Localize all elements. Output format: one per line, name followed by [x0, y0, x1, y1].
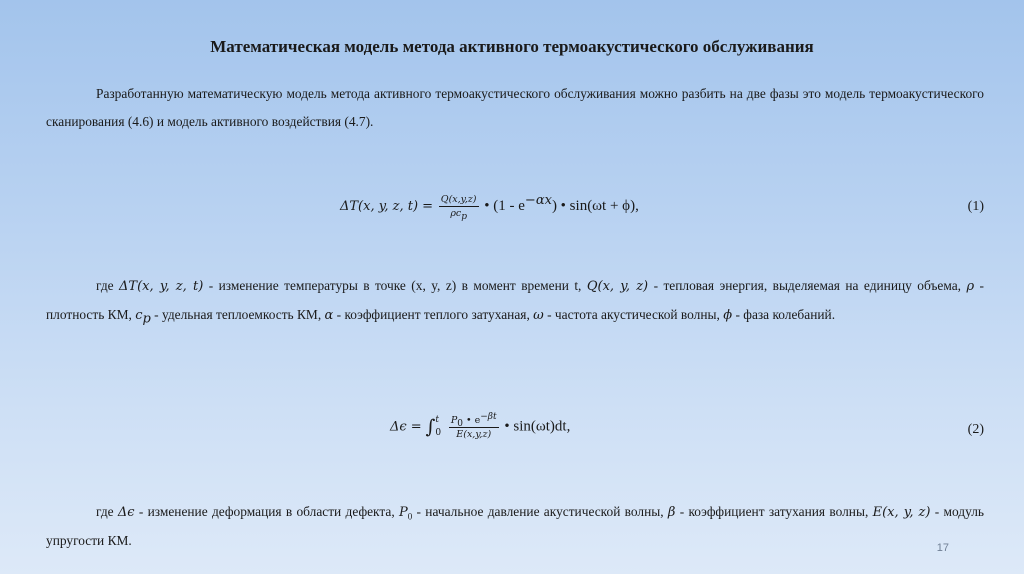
page-number: 17 [936, 542, 949, 554]
eq1-fraction [439, 194, 479, 222]
eq2-numerator: $P_0$ • $e^{-\beta t}$ [450, 411, 497, 429]
description-1: где ΔT(x, y, z, t) - изменение температуры в точке (x, y, z) в момент времени t, Q(x, y, z) - тепловая энергия, выделяемая на единицу объема, ρ - плотность КМ, $c_p$ - удельная теплоемкость КМ, α - коэффициент теплого затуханая, ω - частота акустической волны, ϕ - фаза колебаний. [46, 278, 984, 327]
intro-text: Разработанную математическую модель метода активного термоакустического обслуживания можно разбить на две фазы это модель термоакустического сканирования (4.6) и модель активного воздействия (4.7). [46, 86, 984, 129]
eq1-lhs: ΔT(x, y, z, t) = [340, 198, 434, 214]
eq1-denominator: $\rho c_p$ [450, 208, 467, 222]
eq2-denominator: E(x,y,z) [456, 428, 492, 440]
integral-limits: t 0 [435, 415, 442, 438]
eq1-middle: • (1 - e [484, 197, 525, 214]
equation-2-number: (2) [967, 422, 984, 437]
eq1-rhs: ) • sin(ωt + ϕ), [551, 197, 639, 214]
equation-1-number: (1) [967, 199, 984, 214]
integral-sign: ∫ [425, 416, 436, 438]
eq2-fraction [449, 411, 499, 440]
eq2-lhs: Δϵ = [390, 419, 422, 435]
eq2-rhs: • sin(ωt)dt, [504, 418, 571, 435]
eq1-numerator: Q(x,y,z) [440, 194, 477, 205]
intro-paragraph [46, 80, 984, 136]
eq1-exponent: −αx [524, 192, 552, 208]
description-2: где Δϵ - изменение деформация в области дефекта, $P_0$ - начальное давление акустической волны, β - коэффициент затухания волны, E(x, y, z) - модуль упругости КМ. [46, 504, 984, 548]
slide-title: Математическая модель метода активного термоакустического обслуживания [210, 37, 814, 56]
